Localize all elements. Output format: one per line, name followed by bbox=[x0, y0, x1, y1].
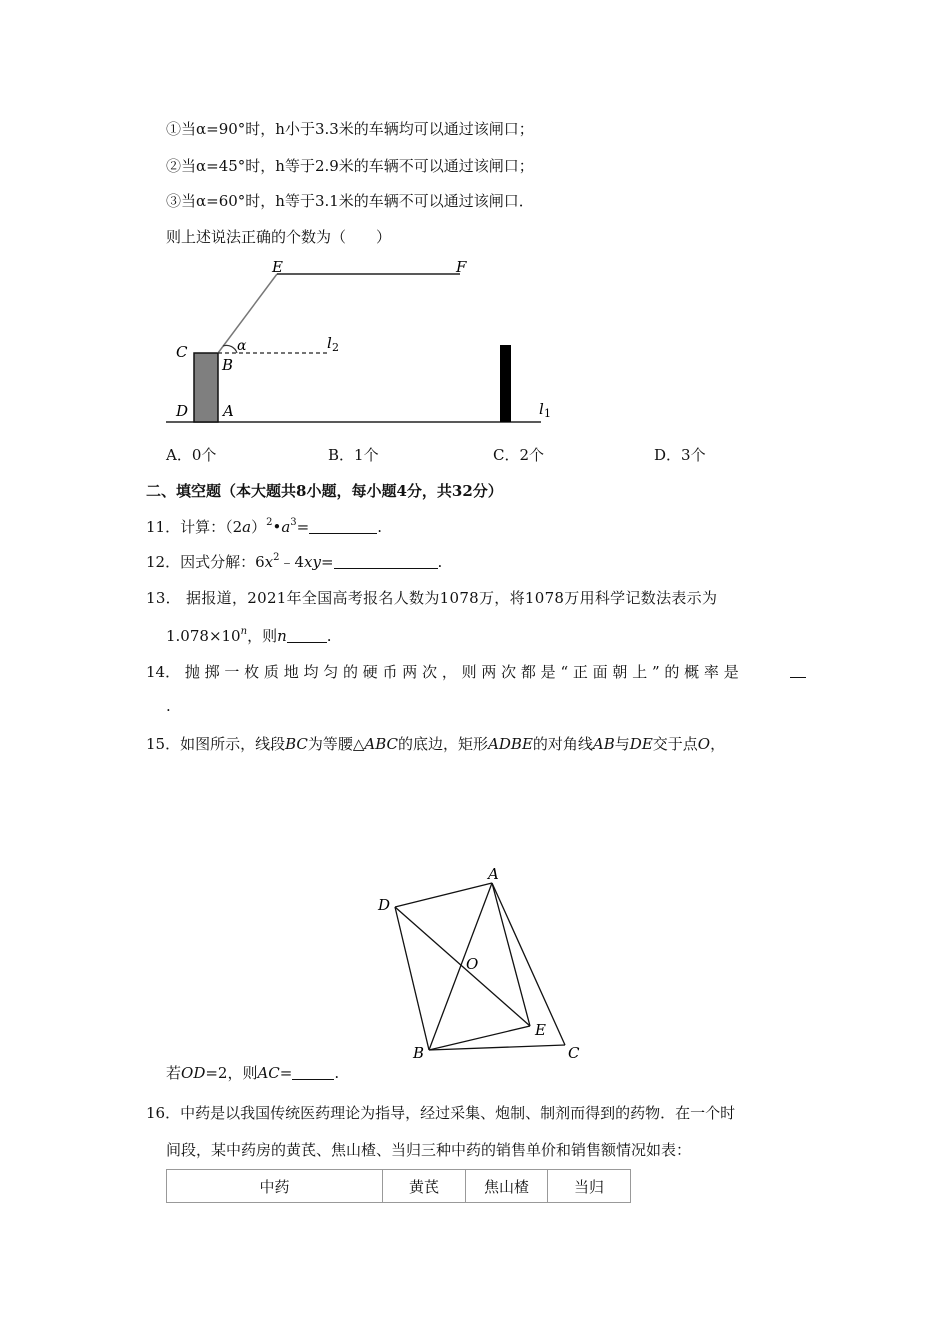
q15-seg5: 与 bbox=[614, 735, 630, 753]
option-c[interactable]: C．2个 bbox=[493, 446, 545, 464]
q15-ans-mid: =2，则 bbox=[205, 1064, 258, 1082]
q15-AB: AB bbox=[592, 735, 615, 753]
q15-end: . bbox=[334, 1064, 340, 1082]
q12-var-xy: xy bbox=[304, 553, 321, 571]
q15-seg2: 为等腰△ bbox=[307, 735, 365, 753]
question-15 bbox=[146, 733, 725, 754]
q15-AC: AC bbox=[257, 1064, 280, 1082]
gate-figure bbox=[160, 255, 560, 430]
question-10-prompt: 则上述说法正确的个数为（ ） bbox=[166, 228, 392, 246]
q15-seg6: 交于点 bbox=[652, 735, 698, 753]
label-alpha: α bbox=[237, 338, 247, 354]
fig-label-B: B bbox=[413, 1044, 425, 1062]
table-header-danggui: 当归 bbox=[548, 1170, 631, 1203]
q15-answer-blank[interactable] bbox=[292, 1065, 334, 1080]
q11-number: 11． bbox=[146, 518, 181, 536]
diagonal-DE bbox=[395, 907, 530, 1026]
q11-equals: = bbox=[296, 518, 310, 536]
q12-pre: 因式分解：6 bbox=[180, 553, 265, 571]
q12-minus: ﹣4 bbox=[279, 553, 305, 571]
q15-ADBE: ADBE bbox=[488, 735, 533, 753]
label-D: D bbox=[176, 402, 189, 420]
fig-label-E: E bbox=[535, 1021, 546, 1039]
q15-ABC: ABC bbox=[364, 735, 399, 753]
q11-end: . bbox=[377, 518, 383, 536]
vehicle-post bbox=[500, 345, 511, 422]
q12-var-x: x bbox=[264, 553, 274, 571]
q13-var-n: n bbox=[277, 627, 287, 645]
table-header-row bbox=[167, 1170, 631, 1203]
table-header-huangqi: 黄芪 bbox=[383, 1170, 466, 1203]
fig-label-C: C bbox=[568, 1044, 580, 1062]
q12-answer-blank[interactable] bbox=[334, 554, 438, 569]
q11-var-a2: a bbox=[281, 518, 291, 536]
label-B: B bbox=[222, 356, 234, 374]
q15-seg7: ， bbox=[710, 735, 726, 753]
label-F: F bbox=[456, 258, 467, 276]
table-header-jiaoshanzha: 焦山楂 bbox=[466, 1170, 548, 1203]
angle-arc bbox=[223, 345, 237, 353]
gate-post bbox=[194, 353, 218, 422]
section-2-title: 二、填空题（本大题共8小题，每小题4分，共32分） bbox=[146, 482, 503, 500]
question-12 bbox=[146, 551, 442, 572]
label-l1: l bbox=[539, 400, 544, 418]
statement-1: ①当α=90°时，h小于3.3米的车辆均可以通过该闸口； bbox=[166, 120, 534, 138]
label-A: A bbox=[223, 402, 234, 420]
q15-OD: OD bbox=[181, 1064, 206, 1082]
q13-answer-blank[interactable] bbox=[287, 628, 327, 643]
question-11: 11．计算：$(2a)^2•a^3=$ . bbox=[146, 517, 383, 536]
q15-ans-equals: = bbox=[279, 1064, 293, 1082]
q13-mid: ，则 bbox=[247, 627, 278, 645]
question-13-line-1: 13． 据报道，2021年全国高考报名人数为1078万，将1078万用科学记数法表示为 bbox=[146, 589, 718, 607]
q15-BC: BC bbox=[285, 735, 308, 753]
option-d[interactable]: D．3个 bbox=[654, 446, 706, 464]
table-header-medicine: 中药 bbox=[167, 1170, 383, 1203]
segment-BD bbox=[395, 907, 429, 1050]
medicine-table bbox=[166, 1169, 631, 1203]
q11-answer-blank[interactable] bbox=[309, 519, 377, 534]
question-13-line-2 bbox=[166, 625, 332, 646]
q11-exp-3: 3 bbox=[290, 517, 297, 528]
fig-label-O: O bbox=[466, 955, 479, 973]
q15-seg1: 15．如图所示，线段 bbox=[146, 735, 286, 753]
q13-end: . bbox=[326, 627, 332, 645]
question-15-answer-line bbox=[166, 1062, 339, 1083]
question-16-line-2: 间段，某中药房的黄芪、焦山楂、当归三种中药的销售单价和销售额情况如表： bbox=[166, 1141, 692, 1159]
q15-seg3: 的底边，矩形 bbox=[398, 735, 489, 753]
fig-label-A: A bbox=[488, 865, 499, 883]
fig-label-D: D bbox=[378, 896, 391, 914]
q15-DE: DE bbox=[629, 735, 653, 753]
option-b[interactable]: B．1个 bbox=[328, 446, 379, 464]
barrier-arm-be bbox=[218, 274, 277, 353]
diagonal-AB bbox=[429, 883, 492, 1050]
q15-seg4: 的对角线 bbox=[532, 735, 593, 753]
q12-equals: = bbox=[320, 553, 334, 571]
q15-O: O bbox=[697, 735, 711, 753]
label-C: C bbox=[176, 343, 188, 361]
q14-answer-blank[interactable] bbox=[790, 663, 806, 678]
label-l2-subscript: 2 bbox=[332, 341, 339, 354]
q11-dot: • bbox=[272, 518, 282, 536]
q11-var-a: a bbox=[242, 518, 252, 536]
q12-number: 12． bbox=[146, 553, 181, 571]
statement-3: ③当α=60°时，h等于3.1米的车辆不可以通过该闸口． bbox=[166, 192, 534, 210]
question-14-line-2: . bbox=[166, 697, 171, 715]
statement-2: ②当α=45°时，h等于2.9米的车辆不可以通过该闸口； bbox=[166, 157, 534, 175]
q13-sci-base: 1.078×10 bbox=[166, 627, 241, 645]
q15-ans-pre: 若 bbox=[166, 1064, 182, 1082]
label-l1-subscript: 1 bbox=[544, 407, 551, 420]
q13-exp-n: n bbox=[240, 626, 248, 637]
q11-pre: 计算：（2 bbox=[180, 518, 243, 536]
label-l2: l bbox=[327, 334, 332, 352]
segment-DA bbox=[395, 883, 492, 907]
q11-exp-2: 2 bbox=[266, 517, 273, 528]
q12-exp: 2 bbox=[273, 552, 280, 563]
question-16-line-1: 16．中药是以我国传统医药理论为指导，经过采集、炮制、制剂而得到的药物．在一个时 bbox=[146, 1104, 736, 1122]
label-E: E bbox=[272, 258, 283, 276]
option-a[interactable]: A．0个 bbox=[166, 446, 217, 464]
q12-end: . bbox=[437, 553, 443, 571]
question-14-line-1: 14． 抛 掷 一 枚 质 地 均 匀 的 硬 币 两 次 ， 则 两 次 都 是 “ 正 面 朝 上 ” 的 概 率 是 bbox=[146, 663, 739, 681]
rectangle-figure bbox=[370, 860, 590, 1065]
